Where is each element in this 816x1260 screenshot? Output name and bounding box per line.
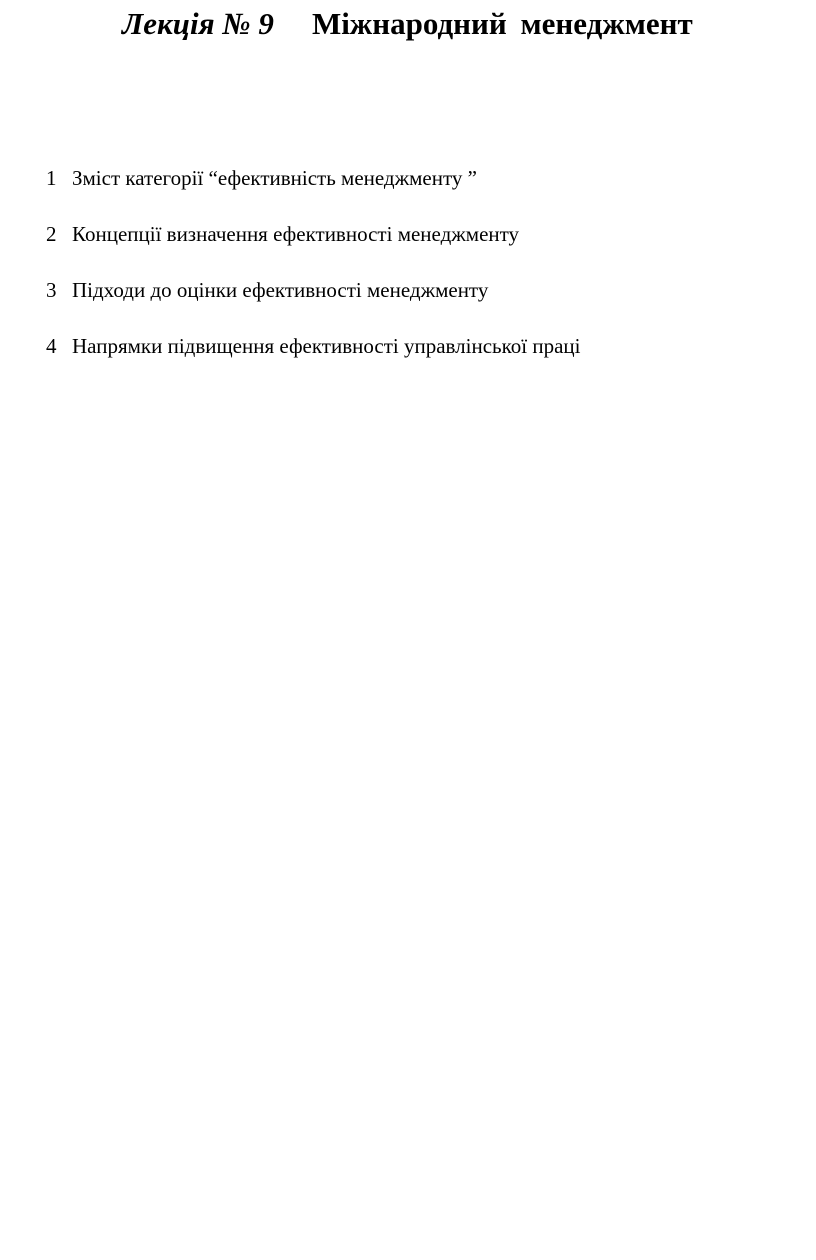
list-item-number: 1 (46, 166, 57, 190)
list-item-text: Підходи до оцінки ефективності менеджменту (72, 278, 489, 302)
list-item-text: Концепції визначення ефективності менеджменту (72, 222, 520, 246)
lecture-label: Лекція № 9 (122, 6, 274, 41)
list-item-number: 4 (46, 334, 57, 358)
list-item-number: 2 (46, 222, 57, 246)
list-item-number: 3 (46, 278, 57, 302)
list-item (46, 218, 580, 250)
list-item (46, 162, 580, 194)
lecture-plan-list (46, 162, 580, 386)
subject-title: Міжнародний менеджмент (311, 6, 693, 41)
list-item-text: Зміст категорії “ефективність менеджменту ” (72, 166, 477, 190)
list-item (46, 274, 580, 306)
list-item-text: Напрямки підвищення ефективності управлінської праці (72, 334, 581, 358)
page-title (122, 2, 693, 46)
list-item (46, 330, 580, 362)
